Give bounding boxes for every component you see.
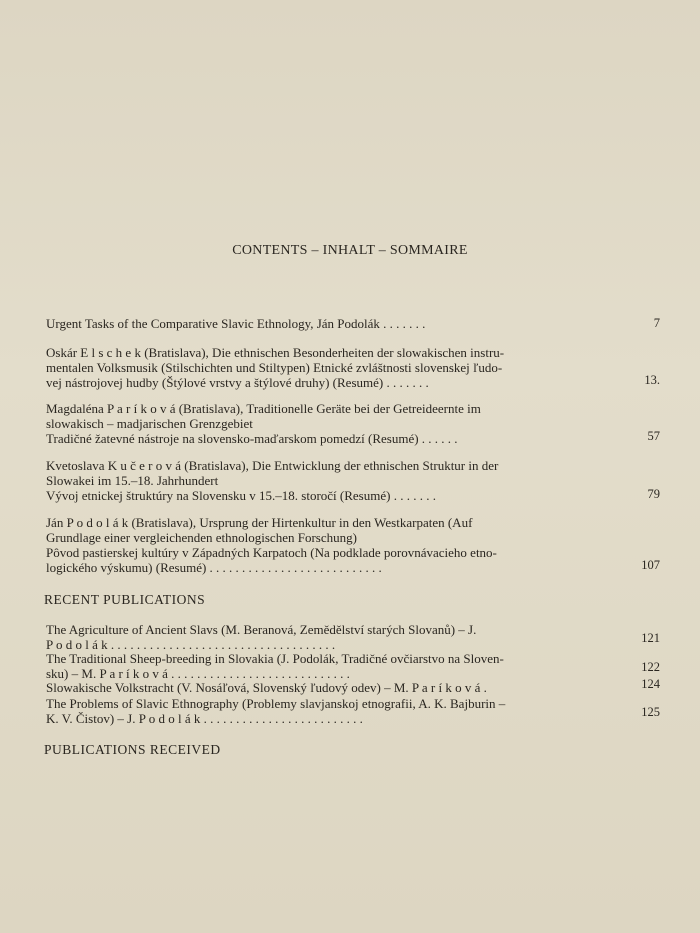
toc-line: Magdaléna P a r í k o v á (Bratislava), Traditionelle Geräte bei der Getreideernte im — [46, 401, 481, 416]
recent-publications-heading: RECENT PUBLICATIONS — [44, 592, 206, 607]
publications-received-heading: PUBLICATIONS RECEIVED — [44, 742, 221, 757]
toc-line: Slowakei im 15.–18. Jahrhundert — [46, 473, 219, 488]
publication-line: Slowakische Volkstracht (V. Nosáľová, Slovenský ľudový odev) – M. P a r í k o v á . — [46, 680, 487, 695]
toc-line: vej nástrojovej hudby (Štýlové vrstvy a štýlové druhy) (Resumé) . . . . . . . — [46, 375, 429, 390]
toc-entry — [46, 515, 658, 575]
publication-line: P o d o l á k . . . . . . . . . . . . . . . . . . . . . . . . . . . . . . . . . . . — [46, 637, 336, 652]
toc-line: Pôvod pastierskej kultúry v Západných Karpatoch (Na podklade porovnávacieho etno- — [46, 545, 497, 560]
publication-line: The Problems of Slavic Ethnography (Problemy slavjanskoj etnografii, A. K. Bajburin – — [46, 696, 506, 711]
toc-line: Kvetoslava K u č e r o v á (Bratislava), Die Entwicklung der ethnischen Struktur in der — [46, 458, 499, 473]
page-number: 57 — [647, 429, 660, 443]
toc-line: Vývoj etnickej štruktúry na Slovensku v 15.–18. storočí (Resumé) . . . . . . . — [46, 488, 436, 503]
publication-entry — [46, 651, 658, 681]
page-number: 122 — [641, 660, 660, 674]
page-number: 124 — [641, 677, 660, 691]
page-number: 107 — [641, 558, 660, 572]
toc-line: mentalen Volksmusik (Stilschichten und Stiltypen) Etnické zvláštnosti slovenskej ľudo- — [46, 360, 503, 375]
publication-line: sku) – M. P a r í k o v á . . . . . . . . . . . . . . . . . . . . . . . . . . . . — [46, 666, 350, 681]
toc-entry — [46, 458, 658, 503]
toc-entry — [46, 316, 658, 331]
toc-line: Tradičné žatevné nástroje na slovensko-maďarskom pomedzí (Resumé) . . . . . . — [46, 431, 458, 446]
toc-line: Grundlage einer vergleichenden ethnologischen Forschung) — [46, 530, 357, 545]
publication-entry — [46, 677, 660, 695]
toc-line: Urgent Tasks of the Comparative Slavic Ethnology, Ján Podolák . . . . . . . — [46, 316, 426, 331]
toc-line: slowakisch – madjarischen Grenzgebiet — [46, 416, 253, 431]
contents-heading: CONTENTS – INHALT – SOMMAIRE — [232, 243, 468, 258]
page-number: 125 — [641, 705, 660, 719]
page-number: 13. — [644, 373, 660, 387]
publication-entry — [46, 696, 658, 726]
page-number: 79 — [647, 487, 660, 501]
publication-line: K. V. Čistov) – J. P o d o l á k . . . . . . . . . . . . . . . . . . . . . . . . . — [46, 711, 363, 726]
page-number: 121 — [641, 631, 660, 645]
publication-line: The Agriculture of Ancient Slavs (M. Beranová, Zemědělství starých Slovanů) – J. — [46, 622, 477, 637]
toc-line: Ján P o d o l á k (Bratislava), Ursprung der Hirtenkultur in den Westkarpaten (Auf — [46, 515, 473, 530]
publication-entry — [46, 622, 658, 652]
toc-entry — [46, 345, 658, 390]
publication-line: The Traditional Sheep-breeding in Slovakia (J. Podolák, Tradičné ovčiarstvo na Sloven- — [46, 651, 504, 666]
toc-line: logického výskumu) (Resumé) . . . . . . . . . . . . . . . . . . . . . . . . . . . — [46, 560, 382, 575]
toc-entry — [46, 401, 658, 446]
toc-line: Oskár E l s c h e k (Bratislava), Die ethnischen Besonderheiten der slowakischen instru- — [46, 345, 505, 360]
page-number: 7 — [653, 316, 660, 330]
